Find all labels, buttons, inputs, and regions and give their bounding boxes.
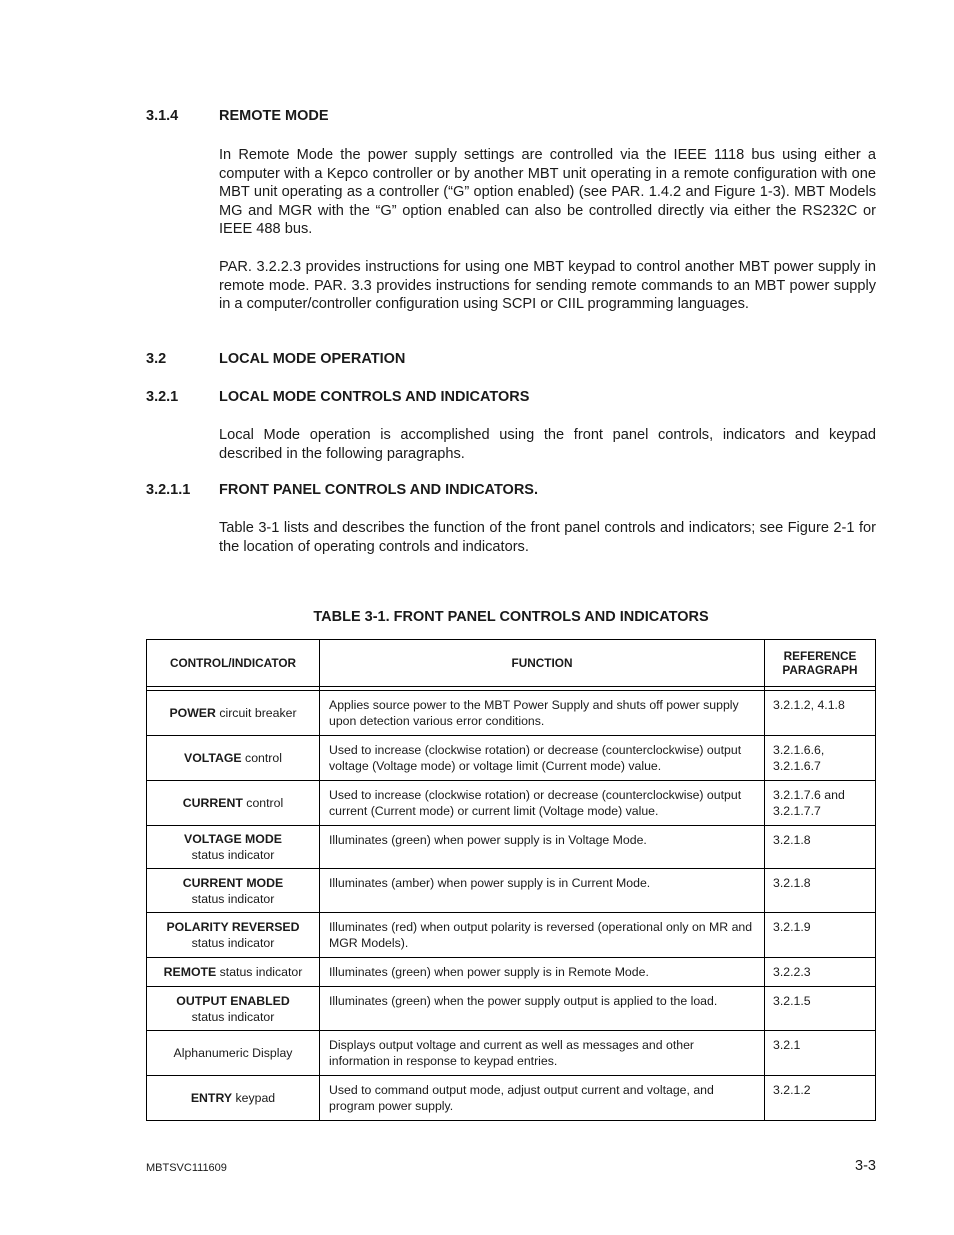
table-row (147, 691, 876, 736)
paragraph: PAR. 3.2.2.3 provides instructions for using one MBT keypad to control another MBT power supply in remote mode. PAR. 3.3 provides instructions for sending remote commands to an MBT power supply in a computer/controller configuration using SCPI or CIIL programming languages. (219, 259, 876, 313)
table-header-row (147, 640, 876, 687)
control-type: status indicator (191, 1009, 275, 1024)
section-number: 3.2.1.1 (146, 482, 191, 498)
page-number: 3-3 (855, 1158, 876, 1174)
control-type: status indicator (216, 965, 303, 979)
section-title: FRONT PANEL CONTROLS AND INDICATORS. (219, 482, 538, 498)
reference-cell: 3.2.1.2 (765, 1076, 876, 1121)
control-cell (147, 913, 320, 958)
control-cell (147, 1076, 320, 1121)
control-cell (147, 958, 320, 987)
control-type: control (241, 751, 282, 765)
document-id: MBTSVC111609 (146, 1162, 227, 1174)
front-panel-table (146, 639, 876, 1121)
control-cell (147, 691, 320, 736)
control-name: REMOTE (163, 965, 217, 979)
reference-cell: 3.2.1.8 (765, 826, 876, 869)
control-name: VOLTAGE MODE (184, 832, 282, 846)
control-type: circuit breaker (215, 706, 297, 720)
function-cell: Illuminates (green) when power supply is in Voltage Mode. (320, 826, 765, 869)
reference-cell: 3.2.1 (765, 1031, 876, 1076)
paragraph: Table 3-1 lists and describes the function of the front panel controls and indicators; see Figure 2-1 for the location of operating controls and indicators. (219, 520, 876, 555)
control-name: CURRENT (182, 796, 243, 810)
table-row (147, 987, 876, 1031)
section-heading (146, 482, 538, 498)
paragraph: Local Mode operation is accomplished using the front panel controls, indicators and keypad described in the following paragraphs. (219, 427, 876, 462)
control-name: CURRENT MODE (182, 875, 284, 890)
function-cell: Illuminates (green) when the power supply output is applied to the load. (320, 987, 765, 1031)
function-cell: Illuminates (amber) when power supply is in Current Mode. (320, 869, 765, 913)
section-title: LOCAL MODE OPERATION (219, 351, 406, 367)
control-name: POLARITY REVERSED (166, 920, 300, 934)
section-heading (146, 351, 405, 367)
control-cell (147, 1031, 320, 1076)
function-cell: Illuminates (red) when output polarity is reversed (operational only on MR and MGR Models). (320, 913, 765, 958)
control-name: ENTRY (190, 1091, 233, 1105)
function-cell: Used to command output mode, adjust output current and voltage, and program power supply. (320, 1076, 765, 1121)
control-name: VOLTAGE (184, 751, 242, 765)
function-cell: Displays output voltage and current as well as messages and other information in response to keypad entries. (320, 1031, 765, 1076)
section-number: 3.2 (146, 351, 167, 367)
reference-cell: 3.2.1.7.6 and 3.2.1.7.7 (765, 781, 876, 826)
reference-cell: 3.2.1.2, 4.1.8 (765, 691, 876, 736)
table-row (147, 736, 876, 781)
reference-cell: 3.2.2.3 (765, 958, 876, 987)
control-name: POWER (169, 706, 216, 720)
control-cell (147, 987, 320, 1031)
control-type: Alphanumeric Display (173, 1046, 293, 1060)
section-title: REMOTE MODE (219, 108, 329, 124)
header-control: CONTROL/INDICATOR (147, 640, 320, 687)
control-cell (147, 736, 320, 781)
section-number: 3.1.4 (146, 108, 179, 124)
control-type: status indicator (191, 936, 275, 950)
table-row (147, 1076, 876, 1121)
section-heading (146, 108, 329, 124)
table-row (147, 869, 876, 913)
header-reference (765, 640, 876, 687)
reference-cell: 3.2.1.8 (765, 869, 876, 913)
control-type: status indicator (191, 891, 275, 906)
control-type: control (242, 796, 284, 810)
function-cell: Applies source power to the MBT Power Supply and shuts off power supply upon detection various error conditions. (320, 691, 765, 736)
header-reference-line2: PARAGRAPH (782, 663, 858, 677)
header-function: FUNCTION (320, 640, 765, 687)
function-cell: Used to increase (clockwise rotation) or decrease (counterclockwise) output current (Current mode) or current limit (Voltage mode) value. (320, 781, 765, 826)
reference-cell: 3.2.1.5 (765, 987, 876, 1031)
control-type: keypad (232, 1091, 276, 1105)
section-title: LOCAL MODE CONTROLS AND INDICATORS (219, 389, 530, 405)
control-type: status indicator (191, 848, 275, 862)
table-row (147, 1031, 876, 1076)
section-heading (146, 389, 529, 405)
function-cell: Illuminates (green) when power supply is in Remote Mode. (320, 958, 765, 987)
table-title: TABLE 3-1. FRONT PANEL CONTROLS AND INDICATORS (313, 609, 709, 625)
control-cell (147, 781, 320, 826)
reference-cell: 3.2.1.6.6, 3.2.1.6.7 (765, 736, 876, 781)
reference-cell: 3.2.1.9 (765, 913, 876, 958)
control-cell (147, 826, 320, 869)
table-row (147, 958, 876, 987)
table-row (147, 781, 876, 826)
table-row (147, 913, 876, 958)
control-name: OUTPUT ENABLED (176, 993, 290, 1008)
header-reference-line1: REFERENCE (783, 649, 857, 663)
table-row (147, 826, 876, 869)
section-number: 3.2.1 (146, 389, 179, 405)
control-cell (147, 869, 320, 913)
function-cell: Used to increase (clockwise rotation) or decrease (counterclockwise) output voltage (Voltage mode) or voltage limit (Current mode) value. (320, 736, 765, 781)
paragraph: In Remote Mode the power supply settings are controlled via the IEEE 1118 bus using either a computer with a Kepco controller or by another MBT unit operating in a remote configuration with one MBT unit operating as a controller (“G” option enabled) (see PAR. 1.4.2 and Figure 1-3). MBT Models MG and MGR with the “G” option enabled can also be controlled directly via either the RS232C or IEEE 488 bus. (219, 147, 876, 238)
